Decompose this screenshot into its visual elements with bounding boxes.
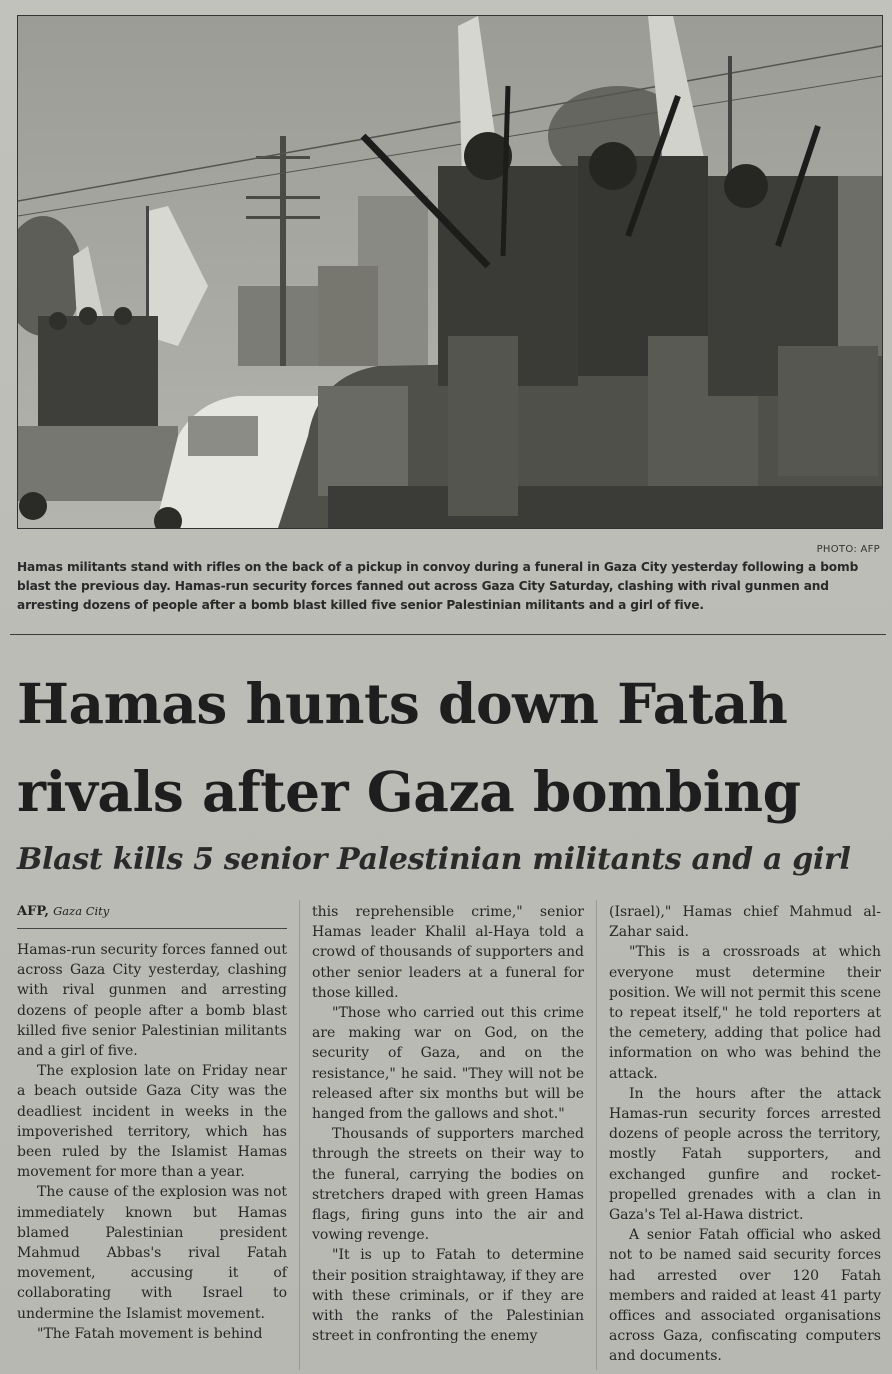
headline bbox=[17, 660, 887, 836]
paragraph: A senior Fatah official who asked not to be named said security forces had arrested over 120 Fatah members and raided at least 41 party offices and associated organisations across Gaza, confiscating computers and documents. bbox=[609, 1227, 881, 1365]
byline-location: Gaza City bbox=[53, 904, 110, 918]
paragraph: The cause of the explosion was not immediately known but Hamas blamed Palestinian president Mahmud Abbas's rival Fatah movement, accusing it of collaborating with Israel to undermine the Islamist movement. bbox=[17, 1184, 287, 1322]
paragraph: "The Fatah movement is behind bbox=[37, 1325, 263, 1342]
photo-credit: PHOTO: AFP bbox=[816, 544, 880, 555]
paragraph: Hamas-run security forces fanned out across Gaza City yesterday, clashing with rival gunmen and arresting dozens of people after a bomb blast killed five senior Palestinian militants and a girl of five. bbox=[17, 942, 287, 1060]
paragraph: "It is up to Fatah to determine their position straightaway, if they are with these criminals, or if they are with the ranks of the Palestinian street in confronting the enemy bbox=[312, 1247, 584, 1345]
paragraph: The explosion late on Friday near a beach outside Gaza City was the deadliest incident in weeks in the impoverished territory, which has been ruled by the Islamist Hamas movement for more than a year. bbox=[17, 1063, 287, 1181]
paragraph: this reprehensible crime," senior Hamas leader Khalil al-Haya told a crowd of thousands of supporters and other senior leaders at a funeral for those killed. bbox=[312, 904, 584, 1001]
news-photo bbox=[17, 15, 883, 529]
caption-divider bbox=[10, 634, 886, 635]
paragraph: "This is a crossroads at which everyone must determine their position. We will not permit this scene to repeat itself," he told reporters at the cemetery, adding that police had information on who was behind the attack. bbox=[609, 944, 882, 1082]
article-column-2 bbox=[312, 902, 584, 1346]
headline-line-2: rivals after Gaza bombing bbox=[17, 759, 801, 824]
paragraph: (Israel)," Hamas chief Mahmud al-Zahar said. bbox=[609, 904, 881, 941]
byline-divider bbox=[17, 928, 287, 929]
column-divider bbox=[299, 900, 300, 1370]
column-divider bbox=[596, 900, 597, 1370]
byline-source: AFP, bbox=[17, 904, 49, 919]
paragraph: In the hours after the attack Hamas-run security forces arrested dozens of people across the territory, mostly Fatah supporters, and exchanged gunfire and rocket-propelled grenades with a clan in Gaza's Tel al-Hawa district. bbox=[609, 1085, 881, 1224]
byline bbox=[17, 904, 109, 919]
photo-icon bbox=[18, 16, 882, 528]
subheadline: Blast kills 5 senior Palestinian militants and a girl bbox=[17, 842, 851, 877]
photo-caption: Hamas militants stand with rifles on the back of a pickup in convoy during a funeral in Gaza City yesterday following a bomb blast the previous day. Hamas-run security forces fanned out across Gaza City Saturday, clashing with rival gunmen and arresting dozens of people after a bomb blast killed five senior Palestinian militants and a girl of five. bbox=[17, 560, 859, 612]
headline-line-1: Hamas hunts down Fatah bbox=[17, 671, 788, 736]
article-column-3 bbox=[609, 902, 881, 1367]
paragraph: Thousands of supporters marched through the streets on their way to the funeral, carrying the bodies on stretchers draped with green Hamas flags, firing guns into the air and vowing revenge. bbox=[312, 1126, 584, 1244]
paragraph: "Those who carried out this crime are making war on God, on the security of Gaza, and on the resistance," he said. "They will not be released after six months but will be hanged from the gallows and shot." bbox=[312, 1005, 584, 1123]
article-column-1 bbox=[17, 940, 287, 1344]
